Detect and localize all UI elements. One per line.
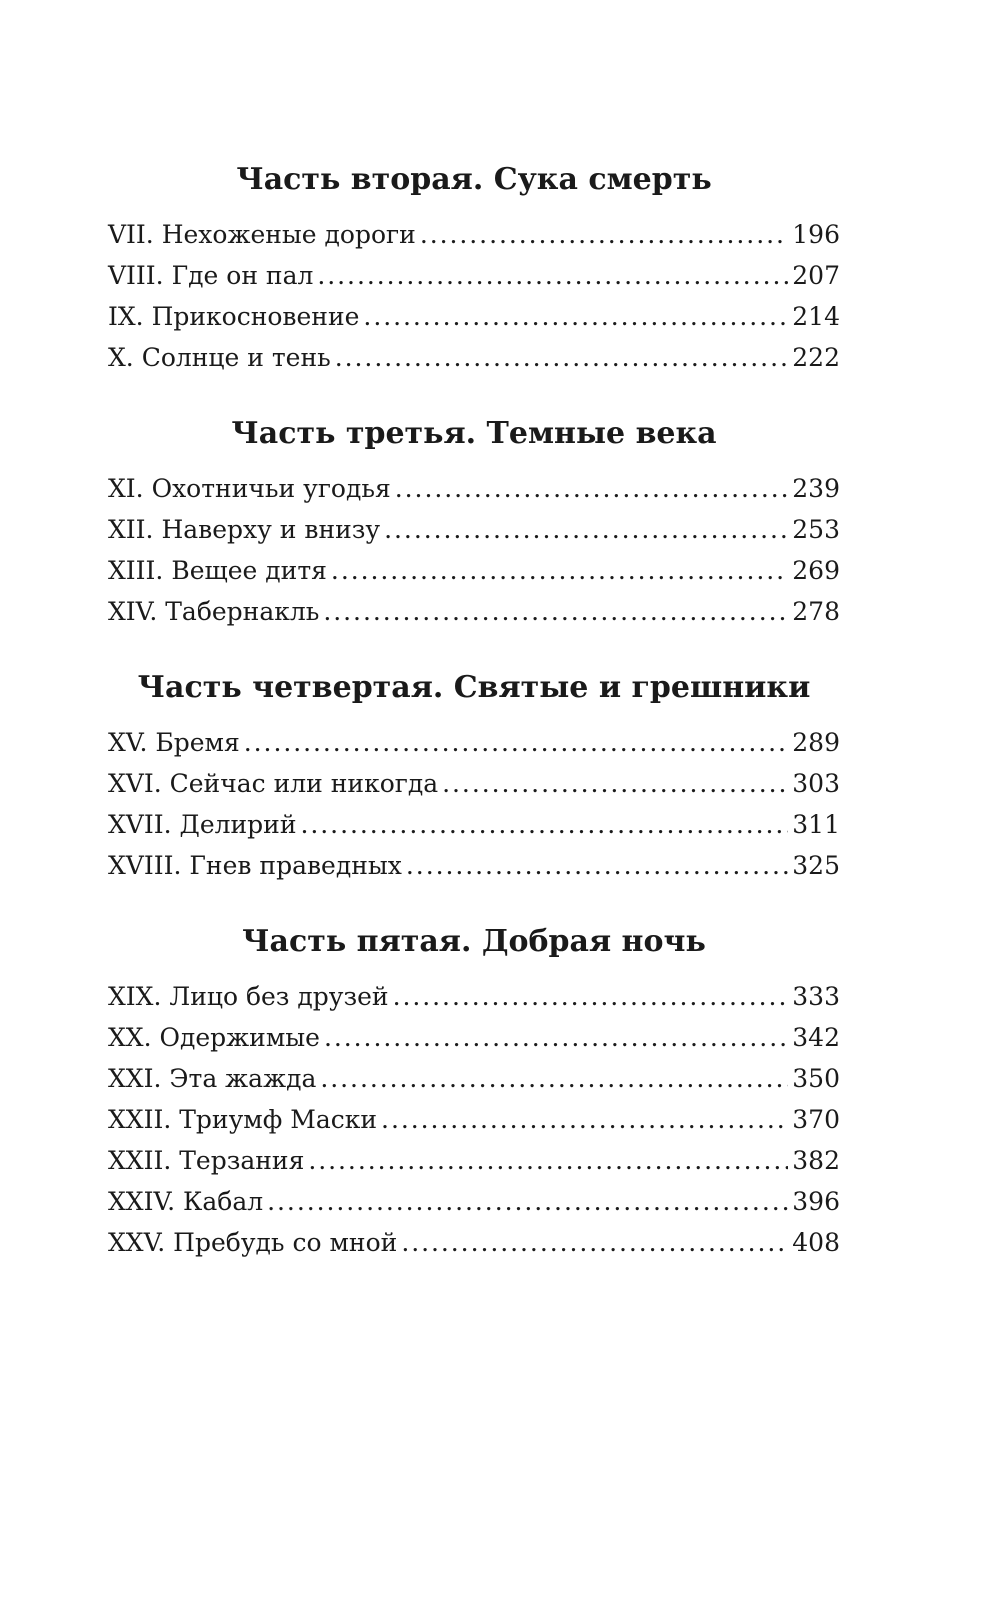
chapter-title: VIII. Где он пал: [108, 261, 314, 290]
page-number: 325: [792, 851, 840, 880]
page-number: 222: [792, 343, 840, 372]
dot-leader: [406, 845, 788, 886]
toc-entry[interactable]: [108, 468, 840, 509]
chapter-title: XVIII. Гнев праведных: [108, 851, 402, 880]
dot-leader: [335, 337, 789, 378]
table-of-contents: [108, 160, 840, 1299]
page-number: 289: [792, 728, 840, 757]
dot-leader: [317, 255, 788, 296]
toc-entry[interactable]: [108, 1181, 840, 1222]
page-number: 239: [792, 474, 840, 503]
dot-leader: [320, 1058, 788, 1099]
page-number: 269: [792, 556, 840, 585]
dot-leader: [420, 214, 788, 255]
chapter-title: XI. Охотничьи угодья: [108, 474, 391, 503]
page-number: 311: [792, 810, 840, 839]
dot-leader: [331, 550, 788, 591]
dot-leader: [401, 1222, 788, 1263]
page-number: 278: [792, 597, 840, 626]
chapter-title: VII. Нехоженые дороги: [108, 220, 416, 249]
page-number: 370: [792, 1105, 840, 1134]
chapter-list: [108, 976, 840, 1263]
page-number: 214: [792, 302, 840, 331]
dot-leader: [323, 591, 788, 632]
dot-leader: [267, 1181, 788, 1222]
chapter-title: XXI. Эта жажда: [108, 1064, 317, 1093]
toc-entry[interactable]: [108, 509, 840, 550]
part-title: Часть пятая. Добрая ночь: [242, 924, 706, 959]
toc-entry[interactable]: [108, 722, 840, 763]
dot-leader: [244, 722, 789, 763]
chapter-title: XIX. Лицо без друзей: [108, 982, 389, 1011]
part-title: Часть вторая. Сука смерть: [236, 162, 712, 197]
chapter-list: [108, 722, 840, 886]
dot-leader: [395, 468, 789, 509]
toc-entry[interactable]: [108, 845, 840, 886]
dot-leader: [324, 1017, 788, 1058]
chapter-title: XXIV. Кабал: [108, 1187, 264, 1216]
dot-leader: [308, 1140, 788, 1181]
chapter-title: XIII. Вещее дитя: [108, 556, 327, 585]
page-number: 396: [792, 1187, 840, 1216]
dot-leader: [381, 1099, 788, 1140]
chapter-title: XV. Бремя: [108, 728, 240, 757]
part-title: Часть четвертая. Святые и грешники: [137, 670, 811, 705]
page-number: 382: [792, 1146, 840, 1175]
toc-entry[interactable]: [108, 214, 840, 255]
page-number: 196: [792, 220, 840, 249]
dot-leader: [363, 296, 788, 337]
toc-entry[interactable]: [108, 1140, 840, 1181]
chapter-title: XX. Одержимые: [108, 1023, 320, 1052]
chapter-title: XXV. Пребудь со мной: [108, 1228, 398, 1257]
toc-entry[interactable]: [108, 255, 840, 296]
toc-entry[interactable]: [108, 1017, 840, 1058]
page-number: 303: [792, 769, 840, 798]
chapter-title: IX. Прикосновение: [108, 302, 360, 331]
toc-entry[interactable]: [108, 804, 840, 845]
toc-entry[interactable]: [108, 591, 840, 632]
toc-entry[interactable]: [108, 1099, 840, 1140]
page-number: 408: [792, 1228, 840, 1257]
toc-entry[interactable]: [108, 1058, 840, 1099]
dot-leader: [384, 509, 788, 550]
chapter-list: [108, 214, 840, 378]
dot-leader: [393, 976, 789, 1017]
dot-leader: [301, 804, 789, 845]
chapter-title: XIV. Табернакль: [108, 597, 320, 626]
chapter-title: XII. Наверху и внизу: [108, 515, 381, 544]
toc-entry[interactable]: [108, 296, 840, 337]
page-number: 253: [792, 515, 840, 544]
chapter-title: XXII. Триумф Маски: [108, 1105, 378, 1134]
page-number: 350: [792, 1064, 840, 1093]
chapter-title: XXII. Терзания: [108, 1146, 305, 1175]
toc-entry[interactable]: [108, 1222, 840, 1263]
toc-entry[interactable]: [108, 763, 840, 804]
toc-part-3: [108, 414, 840, 632]
chapter-title: X. Солнце и тень: [108, 343, 331, 372]
chapter-title: XVII. Делирий: [108, 810, 297, 839]
page-number: 342: [792, 1023, 840, 1052]
dot-leader: [442, 763, 788, 804]
toc-entry[interactable]: [108, 337, 840, 378]
toc-part-5: [108, 922, 840, 1263]
part-title: Часть третья. Темные века: [231, 416, 717, 451]
toc-entry[interactable]: [108, 976, 840, 1017]
page-number: 207: [792, 261, 840, 290]
chapter-title: XVI. Сейчас или никогда: [108, 769, 439, 798]
toc-entry[interactable]: [108, 550, 840, 591]
chapter-list: [108, 468, 840, 632]
toc-part-2: [108, 160, 840, 378]
page-number: 333: [792, 982, 840, 1011]
toc-part-4: [108, 668, 840, 886]
